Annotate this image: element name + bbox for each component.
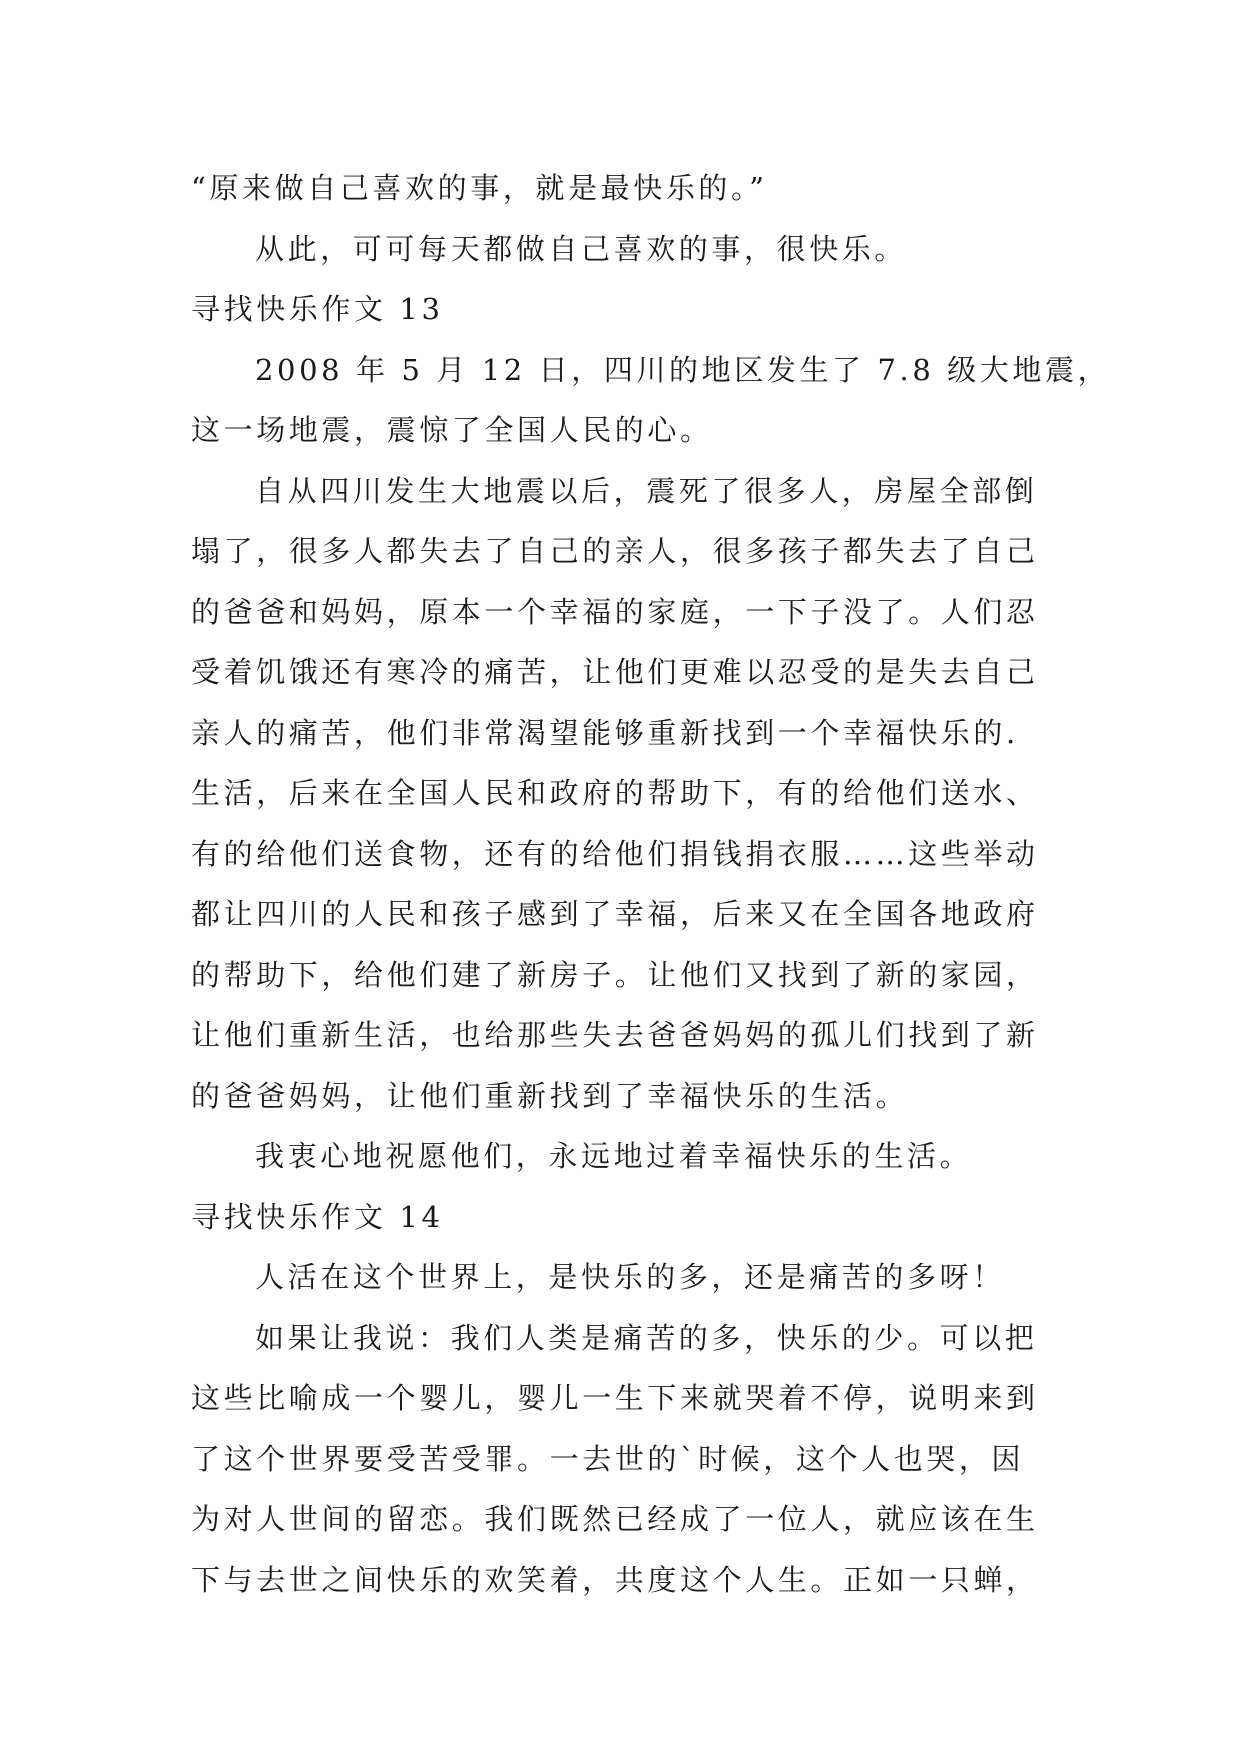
paragraph-line: 的爸爸和妈妈，原本一个幸福的家庭，一下子没了。人们忍 xyxy=(191,594,1039,629)
paragraph-line: 下与去世之间快乐的欢笑着，共度这个人生。正如一只蝉， xyxy=(191,1562,1039,1597)
paragraph-line: 自从四川发生大地震以后，震死了很多人，房屋全部倒 xyxy=(255,473,1038,508)
paragraph-line: 有的给他们送食物，还有的给他们捐钱捐衣服……这些举动 xyxy=(191,836,1039,871)
paragraph-line: 让他们重新生活，也给那些失去爸爸妈妈的孤儿们找到了新 xyxy=(191,1018,1039,1052)
paragraph-line: 这一场地震，震惊了全国人民的心。 xyxy=(191,413,713,447)
paragraph-line: 2008 年 5 月 12 日，四川的地区发生了 7.8 级大地震， xyxy=(255,352,1111,387)
paragraph-line: 的爸爸妈妈，让他们重新找到了幸福快乐的生活。 xyxy=(191,1078,909,1113)
paragraph-line: 从此，可可每天都做自己喜欢的事，很快乐。 xyxy=(255,231,908,266)
paragraph-line: 这些比喻成一个婴儿，婴儿一生下来就哭着不停，说明来到 xyxy=(191,1381,1039,1415)
paragraph-line: 了这个世界要受苦受罪。一去世的`时候，这个人也哭，因 xyxy=(191,1441,1025,1476)
paragraph-line: 都让四川的人民和孩子感到了幸福，后来又在全国各地政府 xyxy=(191,897,1039,931)
paragraph-line: 亲人的痛苦，他们非常渴望能够重新找到一个幸福快乐的. xyxy=(191,715,1019,750)
paragraph-line: “原来做自己喜欢的事，就是最快乐的。” xyxy=(191,171,768,205)
paragraph-line: 生活，后来在全国人民和政府的帮助下，有的给他们送水、 xyxy=(191,776,1039,810)
section-heading: 寻找快乐作文 14 xyxy=(191,1199,444,1234)
paragraph-line: 的帮助下，给他们建了新房子。让他们又找到了新的家园， xyxy=(191,957,1039,992)
section-heading: 寻找快乐作文 13 xyxy=(191,292,444,326)
paragraph-line: 如果让我说：我们人类是痛苦的多，快乐的少。可以把 xyxy=(255,1320,1038,1355)
paragraph-line: 我衷心地祝愿他们，永远地过着幸福快乐的生活。 xyxy=(255,1139,973,1173)
paragraph-line: 塌了，很多人都失去了自己的亲人，很多孩子都失去了自己 xyxy=(191,534,1039,568)
paragraph-line: 人活在这个世界上，是快乐的多，还是痛苦的多呀！ xyxy=(255,1260,1005,1294)
paragraph-line: 为对人世间的留恋。我们既然已经成了一位人，就应该在生 xyxy=(191,1502,1039,1536)
paragraph-line: 受着饥饿还有寒冷的痛苦，让他们更难以忍受的是失去自己 xyxy=(191,655,1039,689)
document-body xyxy=(191,158,1111,1610)
